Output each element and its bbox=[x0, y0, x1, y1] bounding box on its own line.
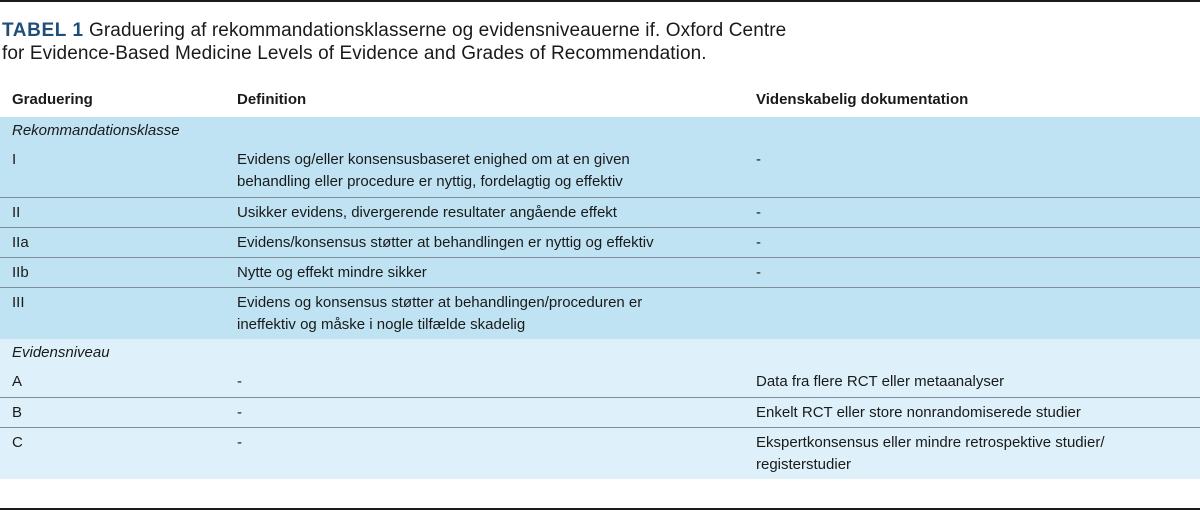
definition-line: Evidens og/eller konsensusbaseret enighed om at en given bbox=[237, 151, 630, 168]
section-label: Evidensniveau bbox=[12, 344, 110, 361]
grade-cell: C bbox=[12, 434, 23, 451]
table-row bbox=[0, 227, 1200, 257]
definition-line: behandling eller procedure er nyttig, fordelagtig og effektiv bbox=[237, 173, 623, 190]
documentation-line: Ekspertkonsensus eller mindre retrospektive studier/ bbox=[756, 434, 1105, 451]
definition-cell: Usikker evidens, divergerende resultater angående effekt bbox=[237, 204, 617, 221]
top-rule bbox=[0, 0, 1200, 2]
header-definition: Definition bbox=[237, 91, 307, 108]
table-row bbox=[0, 145, 1200, 197]
documentation-cell bbox=[756, 432, 1196, 476]
evidence-group bbox=[0, 339, 1200, 479]
grade-cell: III bbox=[12, 294, 25, 311]
table-row bbox=[0, 287, 1200, 339]
table-header-row bbox=[0, 83, 1200, 117]
caption-line-1 bbox=[2, 19, 1002, 42]
section-label: Rekommandationsklasse bbox=[12, 122, 180, 139]
caption-label: TABEL 1 bbox=[2, 20, 84, 41]
recommendation-group bbox=[0, 117, 1200, 339]
header-graduering: Graduering bbox=[12, 91, 93, 108]
table-caption bbox=[2, 19, 1002, 65]
definition-cell: - bbox=[237, 404, 242, 421]
documentation-cell: - bbox=[756, 151, 761, 168]
definition-cell: - bbox=[237, 373, 242, 390]
grade-cell: IIa bbox=[12, 234, 29, 251]
grade-cell: IIb bbox=[12, 264, 29, 281]
definition-cell: - bbox=[237, 434, 242, 451]
header-dokumentation: Videnskabelig dokumentation bbox=[756, 91, 969, 108]
documentation-cell: - bbox=[756, 234, 761, 251]
table-row bbox=[0, 427, 1200, 479]
documentation-cell: Data fra flere RCT eller metaanalyser bbox=[756, 373, 1005, 390]
table-row bbox=[0, 397, 1200, 427]
bottom-rule bbox=[0, 508, 1200, 510]
documentation-cell: Enkelt RCT eller store nonrandomiserede studier bbox=[756, 404, 1081, 421]
grade-cell: II bbox=[12, 204, 21, 221]
definition-line: ineffektiv og måske i nogle tilfælde skadelig bbox=[237, 316, 526, 333]
grading-table bbox=[0, 83, 1200, 479]
definition-cell bbox=[237, 292, 737, 336]
caption-line-2: for Evidence-Based Medicine Levels of Evidence and Grades of Recommendation. bbox=[2, 43, 707, 64]
definition-line: Evidens og konsensus støtter at behandlingen/proceduren er bbox=[237, 294, 643, 311]
section-row-evidensniveau bbox=[0, 339, 1200, 367]
definition-cell bbox=[237, 149, 737, 193]
section-row-rekommandationsklasse bbox=[0, 117, 1200, 145]
grade-cell: I bbox=[12, 151, 17, 168]
table-row bbox=[0, 197, 1200, 227]
definition-cell: Evidens/konsensus støtter at behandlingen er nyttig og effektiv bbox=[237, 234, 654, 251]
table-row bbox=[0, 367, 1200, 397]
definition-cell: Nytte og effekt mindre sikker bbox=[237, 264, 427, 281]
documentation-cell: - bbox=[756, 264, 761, 281]
caption-title-part-1: Graduering af rekommandationsklasserne og evidensniveauerne if. Oxford Centre bbox=[83, 20, 787, 41]
grade-cell: A bbox=[12, 373, 23, 390]
table-row bbox=[0, 257, 1200, 287]
grade-cell: B bbox=[12, 404, 23, 421]
documentation-line: registerstudier bbox=[756, 456, 852, 473]
documentation-cell: - bbox=[756, 204, 761, 221]
